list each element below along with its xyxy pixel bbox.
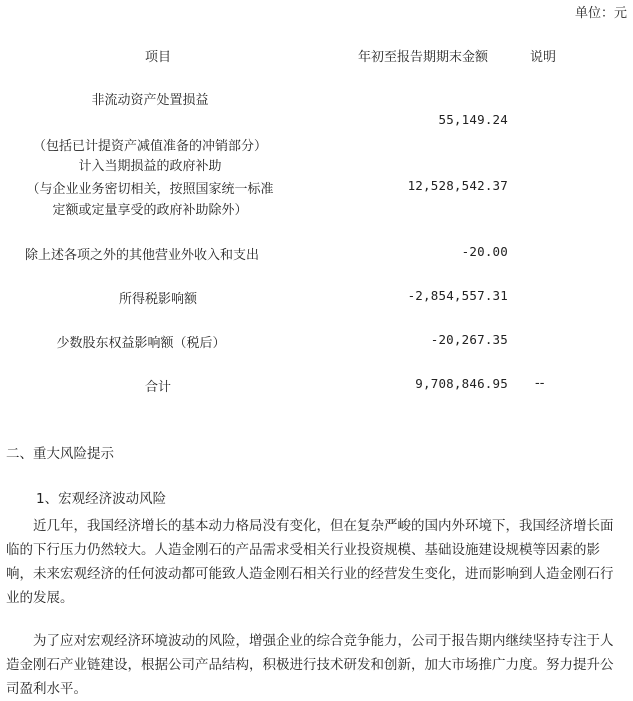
row-total-note: -- xyxy=(535,376,545,391)
row-5-amount: -20,267.35 xyxy=(430,332,508,347)
row-2-item-line-3: 定额或定量享受的政府补助除外） xyxy=(52,203,248,218)
row-total-amount: 9,708,846.95 xyxy=(415,376,508,391)
row-5-item: 少数股东权益影响额（税后） xyxy=(56,336,226,351)
subsection-title: 1、宏观经济波动风险 xyxy=(36,491,167,507)
row-2-item-line-2: （与企业业务密切相关，按照国家统一标准 xyxy=(26,182,274,197)
row-2-item-line-1: 计入当期损益的政府补助 xyxy=(78,159,222,174)
paragraph-2: 为了应对宏观经济环境波动的风险，增强企业的综合竞争能力，公司于报告期内继续坚持专注于人造金刚石产业链建设，根据公司产品结构，积极进行技术研发和创新，加大市场推广力度。努力提升公司盈利水平。 xyxy=(6,633,614,697)
section-title: 二、重大风险提示 xyxy=(6,446,114,462)
row-4-item: 所得税影响额 xyxy=(118,292,198,307)
row-2-amount: 12,528,542.37 xyxy=(407,178,508,193)
header-note: 说明 xyxy=(529,50,557,65)
row-1-amount: 55,149.24 xyxy=(438,112,508,127)
row-1-item-line-2: （包括已计提资产减值准备的冲销部分） xyxy=(32,139,268,154)
header-amount: 年初至报告期期末金额 xyxy=(357,50,489,65)
row-3-item: 除上述各项之外的其他营业外收入和支出 xyxy=(24,248,260,263)
row-3-amount: -20.00 xyxy=(461,244,508,259)
unit-label: 单位：元 xyxy=(574,6,627,21)
row-1-item-line-1: 非流动资产处置损益 xyxy=(91,93,209,108)
row-4-amount: -2,854,557.31 xyxy=(407,288,508,303)
row-total-item: 合计 xyxy=(144,380,172,395)
paragraph-1: 近几年，我国经济增长的基本动力格局没有变化，但在复杂严峻的国内外环境下，我国经济增长面临的下行压力仍然较大。人造金刚石的产品需求受相关行业投资规模、基础设施建设规模等因素的影响，未来宏观经济的任何波动都可能致人造金刚石相关行业的经营发生变化，进而影响到人造金刚石行业的发展。 xyxy=(6,518,614,606)
header-item: 项目 xyxy=(144,50,172,65)
